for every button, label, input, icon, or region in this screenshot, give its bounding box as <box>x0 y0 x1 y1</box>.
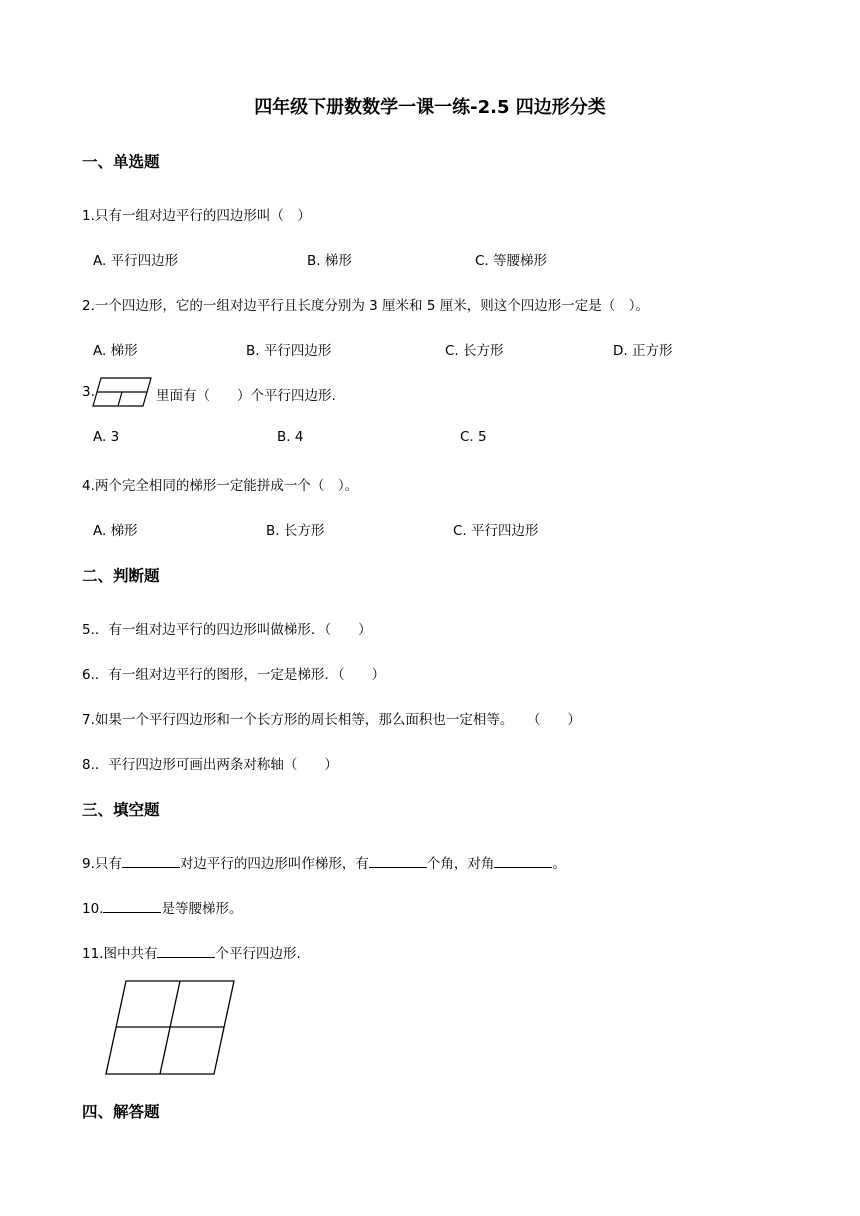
q1-option-a: A. 平行四边形 <box>93 253 179 269</box>
q11-blank <box>157 945 215 958</box>
q9-text-part1: 9.只有 <box>82 856 122 872</box>
question-3-text: 里面有（ ）个平行四边形. <box>156 388 336 404</box>
question-1: 1.只有一组对边平行的四边形叫（ ） <box>82 208 311 224</box>
q1-option-c: C. 等腰梯形 <box>475 253 548 269</box>
section-heading-single-choice: 一、单选题 <box>82 153 160 171</box>
q2-option-a: A. 梯形 <box>93 343 138 359</box>
q4-option-a: A. 梯形 <box>93 523 138 539</box>
q2-option-b: B. 平行四边形 <box>246 343 332 359</box>
question-6: 6.．有一组对边平行的图形，一定是梯形．（ ） <box>82 667 386 683</box>
section-heading-answer: 四、解答题 <box>82 1103 160 1121</box>
q9-blank-3 <box>494 855 552 868</box>
q4-option-b: B. 长方形 <box>266 523 325 539</box>
page-title: 四年级下册数数学一课一练-2.5 四边形分类 <box>254 97 606 118</box>
q3-option-c: C. 5 <box>460 429 487 445</box>
q3-parallelogram-figure <box>93 375 153 409</box>
q2-option-d: D. 正方形 <box>613 343 673 359</box>
q9-text-part4: 。 <box>552 856 566 872</box>
question-5: 5.．有一组对边平行的四边形叫做梯形．（ ） <box>82 622 372 638</box>
q9-text-part3: 个角，对角 <box>426 856 495 872</box>
section-heading-fill-blank: 三、填空题 <box>82 801 160 819</box>
q1-option-b: B. 梯形 <box>307 253 352 269</box>
q10-text: 是等腰梯形。 <box>161 901 243 917</box>
section-heading-true-false: 二、判断题 <box>82 567 160 585</box>
q11-text-part2: 个平行四边形. <box>215 946 301 962</box>
q3-option-a: A. 3 <box>93 429 120 445</box>
question-2: 2.一个四边形，它的一组对边平行且长度分别为 3 厘米和 5 厘米，则这个四边形一定是（ ）。 <box>82 298 649 314</box>
q9-text-part2: 对边平行的四边形叫作梯形，有 <box>179 856 369 872</box>
q10-number: 10. <box>82 901 104 917</box>
q3-option-b: B. 4 <box>277 429 304 445</box>
q11-parallelogram-grid-figure <box>104 979 236 1077</box>
question-10 <box>82 897 242 917</box>
q10-blank <box>103 900 161 913</box>
question-11 <box>82 942 301 962</box>
q9-blank-1 <box>122 855 180 868</box>
q11-text-part1: 11.图中共有 <box>82 946 158 962</box>
question-4: 4.两个完全相同的梯形一定能拼成一个（ ）。 <box>82 478 359 494</box>
question-8: 8.．平行四边形可画出两条对称轴（ ） <box>82 757 338 773</box>
question-9 <box>82 852 566 872</box>
q2-option-c: C. 长方形 <box>445 343 504 359</box>
q9-blank-2 <box>369 855 427 868</box>
q4-option-c: C. 平行四边形 <box>453 523 539 539</box>
question-7: 7.如果一个平行四边形和一个长方形的周长相等，那么面积也一定相等。 （ ） <box>82 712 581 728</box>
question-3-number: 3. <box>82 384 95 400</box>
